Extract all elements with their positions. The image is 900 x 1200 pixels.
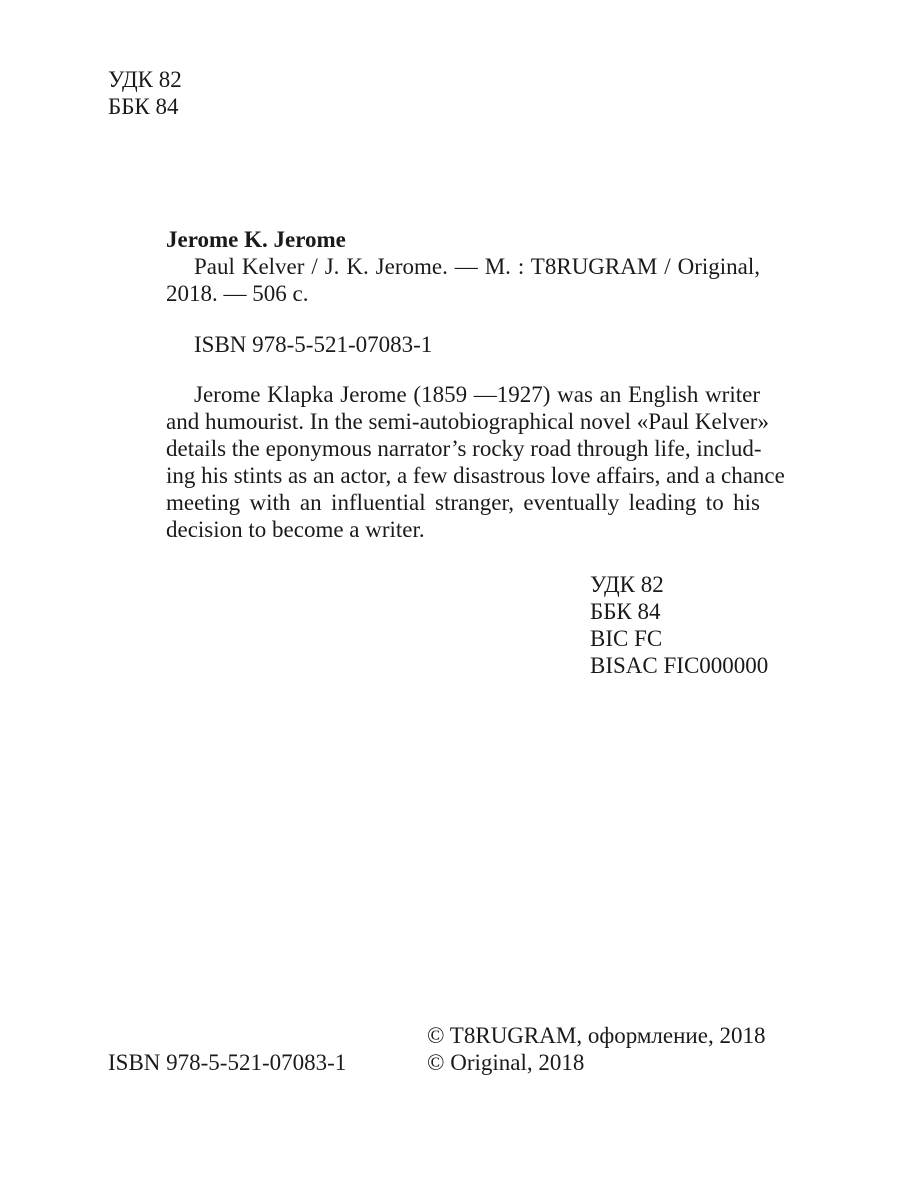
copyright-notice bbox=[427, 1022, 765, 1076]
udk-code: УДК 82 bbox=[108, 67, 182, 92]
abstract-line: Jerome Klapka Jerome (1859 —1927) was an English writer bbox=[194, 382, 760, 407]
abstract-line: details the eponymous narrator’s rocky road through life, includ- bbox=[166, 436, 762, 461]
bbk-code: ББК 84 bbox=[590, 599, 661, 624]
copyright-line: © Original, 2018 bbox=[427, 1050, 585, 1075]
citation-line-1: Paul Kelver / J. K. Jerome. — M. : T8RUGRAM / Original, bbox=[194, 254, 760, 279]
author-heading: Jerome K. Jerome bbox=[166, 227, 346, 252]
abstract-line: ing his stints as an actor, a few disastrous love affairs, and a chance bbox=[166, 463, 785, 488]
classification-codes bbox=[590, 571, 768, 679]
top-classification-codes bbox=[108, 66, 182, 120]
bic-code: BIC FC bbox=[590, 626, 663, 651]
bibliographic-citation bbox=[166, 253, 760, 307]
abstract-line: and humourist. In the semi-autobiographical novel «Paul Kelver» bbox=[166, 409, 769, 434]
isbn-entry: ISBN 978-5-521-07083-1 bbox=[194, 332, 433, 357]
footer-isbn: ISBN 978-5-521-07083-1 bbox=[108, 1050, 347, 1075]
citation-line-2: 2018. — 506 с. bbox=[166, 281, 309, 306]
abstract-line: decision to become a writer. bbox=[166, 517, 425, 542]
udk-code: УДК 82 bbox=[590, 572, 664, 597]
abstract-paragraph bbox=[166, 381, 785, 543]
copyright-line: © T8RUGRAM, оформление, 2018 bbox=[427, 1023, 766, 1048]
bbk-code: ББК 84 bbox=[108, 94, 179, 119]
bisac-code: BISAC FIC000000 bbox=[590, 653, 769, 678]
abstract-line: meeting with an influential stranger, eventually leading to his bbox=[166, 490, 760, 515]
